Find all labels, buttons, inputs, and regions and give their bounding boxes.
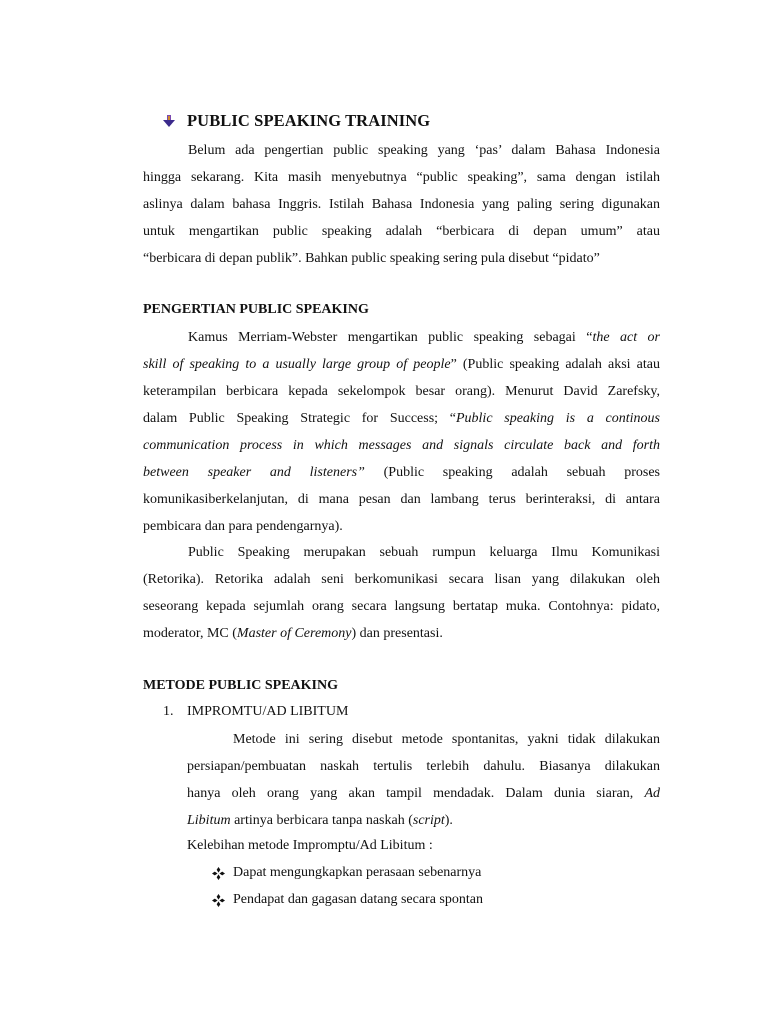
text-run: (Public speaking adalah sebuah proses xyxy=(364,465,660,480)
method-item-label: IMPROMTU/AD LIBITUM xyxy=(187,704,349,719)
paragraph-line xyxy=(143,351,660,378)
italic-run: Ad xyxy=(644,786,660,801)
list-number: 1. xyxy=(163,704,174,719)
paragraph-line: komunikasiberkelanjutan, di mana pesan dan lambang terus berinteraksi, di antara xyxy=(143,492,660,507)
text-run: moderator, MC ( xyxy=(143,626,237,641)
advantage-item xyxy=(212,863,481,883)
italic-run: Master of Ceremony xyxy=(236,626,352,641)
italic-run: Public speaking is a continous xyxy=(455,411,660,426)
text-run: ) dan presentasi. xyxy=(351,626,443,641)
intro-line: Belum ada pengertian public speaking yang ‘pas’ dalam Bahasa Indonesia xyxy=(188,143,660,158)
pengertian-paragraph-2 xyxy=(143,539,660,647)
four-diamond-bullet-icon xyxy=(212,867,225,880)
section-heading-metode: METODE PUBLIC SPEAKING xyxy=(143,678,338,693)
advantage-item xyxy=(212,890,483,910)
text-run: Kamus Merriam-Webster mengartikan public speaking sebagai “ xyxy=(188,330,593,345)
text-run: hanya oleh orang yang akan tampil mendadak. Dalam dunia siaran, xyxy=(187,786,645,801)
italic-run: the act or xyxy=(592,330,661,345)
paragraph-line xyxy=(187,780,660,807)
intro-line: untuk mengartikan public speaking adalah “berbicara di depan umum” atau xyxy=(143,224,660,239)
document-title: PUBLIC SPEAKING TRAINING xyxy=(187,111,431,130)
paragraph-line: seseorang kepada sejumlah orang secara langsung bertatap muka. Contohnya: pidato, xyxy=(143,599,660,614)
paragraph-line: keterampilan berbicara kepada sekelompok besar orang). Menurut David Zarefsky, xyxy=(143,384,660,399)
text-run: artinya berbicara tanpa naskah ( xyxy=(230,813,413,828)
section-heading-pengertian: PENGERTIAN PUBLIC SPEAKING xyxy=(143,302,369,317)
paragraph-line xyxy=(143,620,660,647)
intro-line: “berbicara di depan publik”. Bahkan public speaking sering pula disebut “pidato” xyxy=(143,251,600,266)
paragraph-line: pembicara dan para pendengarnya). xyxy=(143,519,343,534)
italic-run: script xyxy=(412,813,445,828)
text-run: ” (Public speaking adalah aksi atau xyxy=(450,357,660,372)
paragraph-line: Public Speaking merupakan sebuah rumpun keluarga Ilmu Komunikasi xyxy=(188,545,660,560)
italic-run: skill of speaking to a usually large group of people xyxy=(143,357,451,372)
impromtu-paragraph xyxy=(187,726,660,834)
paragraph-line: Metode ini sering disebut metode spontanitas, yakni tidak dilakukan xyxy=(233,732,660,747)
advantage-text: Dapat mengungkapkan perasaan sebenarnya xyxy=(233,865,482,880)
advantage-text: Pendapat dan gagasan datang secara spontan xyxy=(233,892,483,907)
paragraph-line xyxy=(143,324,660,351)
pengertian-paragraph-1 xyxy=(143,324,660,540)
advantages-label: Kelebihan metode Impromptu/Ad Libitum : xyxy=(187,838,433,853)
four-diamond-bullet-icon xyxy=(212,894,225,907)
paragraph-line xyxy=(187,807,660,834)
text-run: ). xyxy=(444,813,453,828)
paragraph-line xyxy=(143,405,660,432)
italic-run: communication process in which messages and signals circulate back and forth xyxy=(143,438,660,453)
method-item-impromtu xyxy=(163,702,348,722)
intro-paragraph xyxy=(143,137,660,272)
italic-run: Libitum xyxy=(187,813,231,828)
intro-line: aslinya dalam bahasa Inggris. Istilah Bahasa Indonesia yang paling sering digunakan xyxy=(143,197,660,212)
text-run: dalam Public Speaking Strategic for Success; “ xyxy=(143,411,456,426)
title-row xyxy=(162,109,430,133)
paragraph-line xyxy=(143,459,660,486)
italic-run: between speaker and listeners” xyxy=(143,465,365,480)
paragraph-line xyxy=(143,432,660,459)
paragraph-line: persiapan/pembuatan naskah tertulis terlebih dahulu. Biasanya dilakukan xyxy=(187,759,660,774)
paragraph-line: (Retorika). Retorika adalah seni berkomunikasi secara lisan yang dilakukan oleh xyxy=(143,572,660,587)
intro-line: hingga sekarang. Kita masih menyebutnya “public speaking”, sama dengan istilah xyxy=(143,170,660,185)
arrow-down-bullet-icon xyxy=(162,114,176,128)
